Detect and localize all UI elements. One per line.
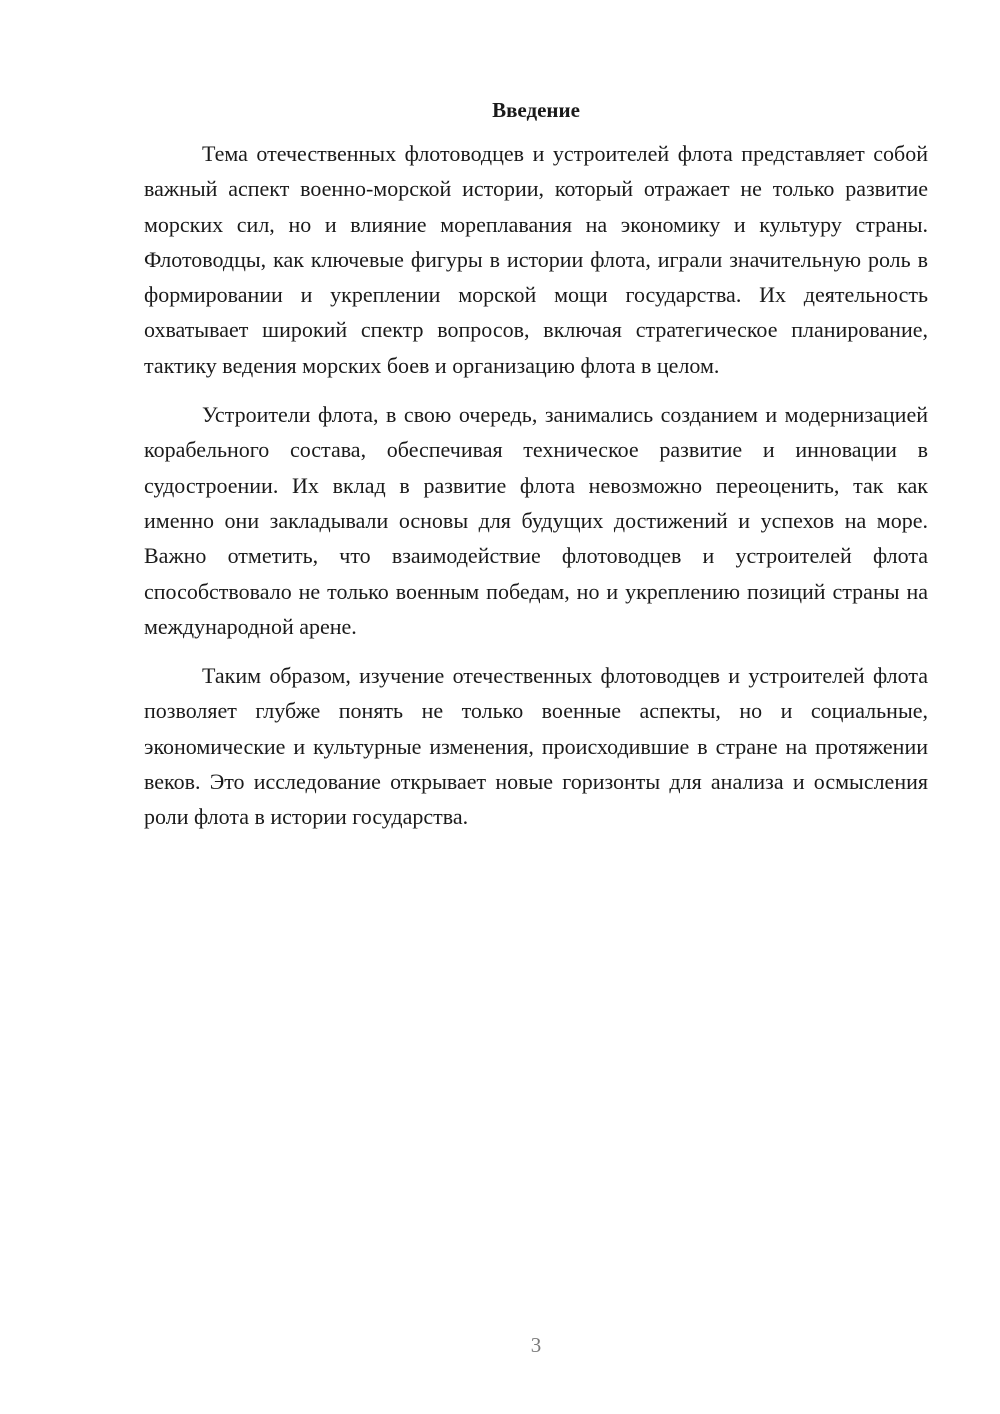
page-number: 3 bbox=[530, 1333, 542, 1357]
paragraph-2: Устроители флота, в свою очередь, занимались созданием и модернизацией корабельного состава, обеспечивая техническое развитие и инновации в судостроении. Их вклад в развитие флота невозможно переоценить, так как именно они закладывали основы для будущих достижений и успехов на море. Важно отметить, что взаимодействие флотоводцев и устроителей флота способствовало не только военным победам, но и укреплению позиций страны на международной арене. bbox=[144, 402, 928, 639]
section-heading: Введение bbox=[492, 98, 580, 122]
paragraph-1: Тема отечественных флотоводцев и устроителей флота представляет собой важный аспект военно-морской истории, который отражает не только развитие морских сил, но и влияние мореплавания на экономику и культуру страны. Флотоводцы, как ключевые фигуры в истории флота, играли значительную роль в формировании и укреплении морской мощи государства. Их деятельность охватывает широкий спектр вопросов, включая стратегическое планирование, тактику ведения морских боев и организацию флота в целом. bbox=[144, 141, 928, 378]
paragraph-3: Таким образом, изучение отечественных флотоводцев и устроителей флота позволяет глубже понять не только военные аспекты, но и социальные, экономические и культурные изменения, происходившие в стране на протяжении веков. Это исследование открывает новые горизонты для анализа и осмысления роли флота в истории государства. bbox=[144, 663, 928, 830]
page-content bbox=[144, 96, 928, 835]
